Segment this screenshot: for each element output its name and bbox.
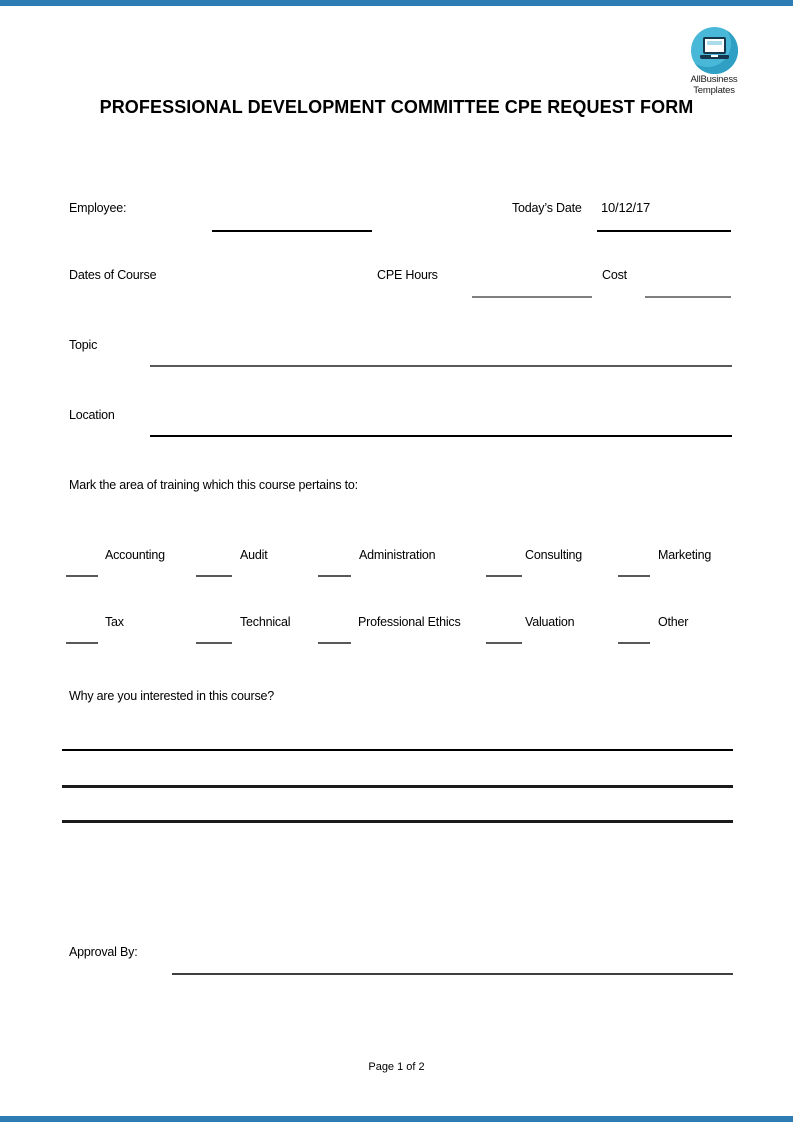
topic-input-line[interactable] (150, 365, 732, 367)
employee-input-line[interactable] (212, 230, 372, 232)
location-label: Location (69, 408, 115, 422)
approval-by-label: Approval By: (69, 945, 138, 959)
training-prompt: Mark the area of training which this course pertains to: (69, 478, 358, 492)
mark-line-marketing[interactable] (618, 575, 650, 577)
training-option-other: Other (658, 615, 689, 629)
why-answer-line-2[interactable] (62, 785, 733, 788)
why-answer-line-3[interactable] (62, 820, 733, 823)
form-title: PROFESSIONAL DEVELOPMENT COMMITTEE CPE REQUEST FORM (99, 97, 694, 117)
bottom-accent-bar (0, 1116, 793, 1122)
training-option-professional-ethics: Professional Ethics (358, 615, 461, 629)
location-input-line[interactable] (150, 435, 732, 437)
logo-text-line2: Templates (693, 84, 735, 96)
why-answer-line-1[interactable] (62, 749, 733, 751)
training-option-tax: Tax (105, 615, 124, 629)
training-option-technical: Technical (240, 615, 291, 629)
todays-date-value[interactable]: 10/12/17 (601, 200, 651, 215)
mark-line-administration[interactable] (318, 575, 351, 577)
logo-text-line1: AllBusiness (690, 74, 738, 85)
cpe-hours-label: CPE Hours (377, 268, 438, 282)
laptop-icon (691, 27, 738, 74)
mark-line-accounting[interactable] (66, 575, 98, 577)
training-option-valuation: Valuation (525, 615, 575, 629)
training-option-administration: Administration (359, 548, 436, 562)
allbusiness-templates-logo (682, 27, 746, 96)
todays-date-label: Today’s Date (512, 201, 582, 215)
mark-line-technical[interactable] (196, 642, 232, 644)
mark-line-tax[interactable] (66, 642, 98, 644)
training-option-audit: Audit (240, 548, 268, 562)
cpe-hours-input-line[interactable] (472, 296, 592, 298)
page-number: Page 1 of 2 (368, 1061, 425, 1073)
todays-date-input-line[interactable] (597, 230, 731, 232)
training-option-marketing: Marketing (658, 548, 712, 562)
training-option-accounting: Accounting (105, 548, 165, 562)
mark-line-valuation[interactable] (486, 642, 522, 644)
why-question: Why are you interested in this course? (69, 689, 275, 703)
mark-line-professional-ethics[interactable] (318, 642, 351, 644)
cost-input-line[interactable] (645, 296, 731, 298)
employee-label: Employee: (69, 201, 127, 215)
topic-label: Topic (69, 338, 98, 352)
dates-of-course-label: Dates of Course (69, 268, 157, 282)
training-option-consulting: Consulting (525, 548, 583, 562)
mark-line-consulting[interactable] (486, 575, 522, 577)
mark-line-audit[interactable] (196, 575, 232, 577)
top-accent-bar (0, 0, 793, 6)
mark-line-other[interactable] (618, 642, 650, 644)
cost-label: Cost (602, 268, 627, 282)
approval-input-line[interactable] (172, 973, 733, 975)
